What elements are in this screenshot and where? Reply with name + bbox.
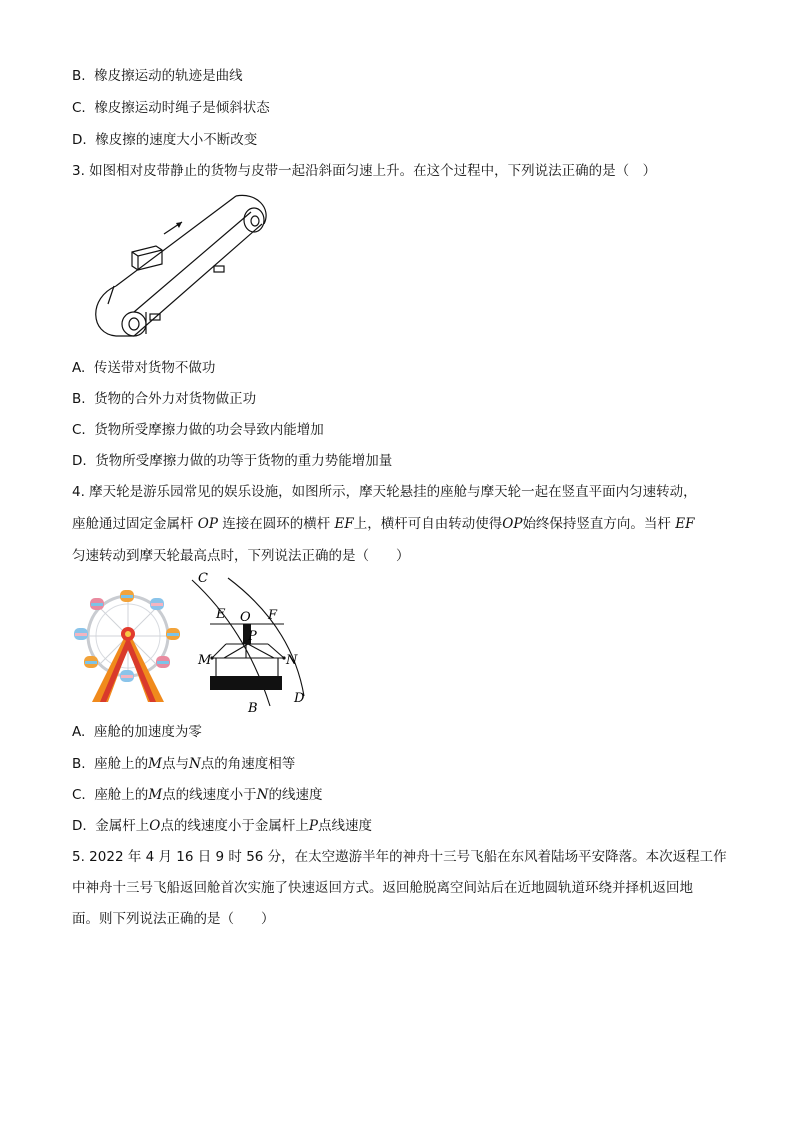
cabin-diagram <box>188 570 318 716</box>
q4-stem-line3: 匀速转动到摩天轮最高点时，下列说法正确的是（ ） <box>72 548 410 564</box>
conveyor-belt-figure <box>86 194 272 340</box>
label-f: F <box>268 608 278 623</box>
q5-stem-line3: 面。则下列说法正确的是（ ） <box>72 911 275 927</box>
label-m: M <box>198 653 212 668</box>
q5-stem-line1: 5. 2022 年 4 月 16 日 9 时 56 分，在太空遨游半年的神舟十三号飞船在东风着陆场平安降落。本次返程工作 <box>72 849 727 865</box>
q4-option-d: D. 金属杆上O点的线速度小于金属杆上P点线速度 <box>72 818 372 834</box>
label-o: O <box>240 610 251 625</box>
q3-option-d: D. 货物所受摩擦力做的功等于货物的重力势能增加量 <box>72 453 393 469</box>
q3-option-a: A. 传送带对货物不做功 <box>72 360 216 376</box>
q5-stem-line2: 中神舟十三号飞船返回舱首次实施了快速返回方式。返回舱脱离空间站后在近地圆轨道环绕并择机返回地 <box>72 880 693 896</box>
q4-stem-line1: 4. 摩天轮是游乐园常见的娱乐设施，如图所示，摩天轮悬挂的座舱与摩天轮一起在竖直平面内匀速转动， <box>72 484 697 500</box>
q4-option-b: B. 座舱上的M点与N点的角速度相等 <box>72 756 296 772</box>
ferris-wheel-illustration <box>70 590 188 708</box>
q3-option-c: C. 货物所受摩擦力做的功会导致内能增加 <box>72 422 324 438</box>
q4-option-c: C. 座舱上的M点的线速度小于N的线速度 <box>72 787 323 803</box>
label-c: C <box>198 571 208 586</box>
q3-stem: 3. 如图相对皮带静止的货物与皮带一起沿斜面匀速上升。在这个过程中，下列说法正确的是（ ） <box>72 163 657 179</box>
label-d: D <box>294 691 305 706</box>
label-e: E <box>216 607 226 622</box>
label-p: P <box>248 629 257 644</box>
q3-option-b: B. 货物的合外力对货物做正功 <box>72 391 257 407</box>
label-n: N <box>286 653 298 668</box>
label-b: B <box>248 701 258 716</box>
q4-option-a: A. 座舱的加速度为零 <box>72 724 202 740</box>
q2-option-d: D. 橡皮擦的速度大小不断改变 <box>72 132 258 148</box>
q2-option-b: B. 橡皮擦运动的轨迹是曲线 <box>72 68 243 84</box>
q4-stem-line2: 座舱通过固定金属杆 OP 连接在圆环的横杆 EF上，横杆可自由转动使得OP始终保持竖直方向。当杆 EF <box>72 516 695 532</box>
q2-option-c: C. 橡皮擦运动时绳子是倾斜状态 <box>72 100 270 116</box>
